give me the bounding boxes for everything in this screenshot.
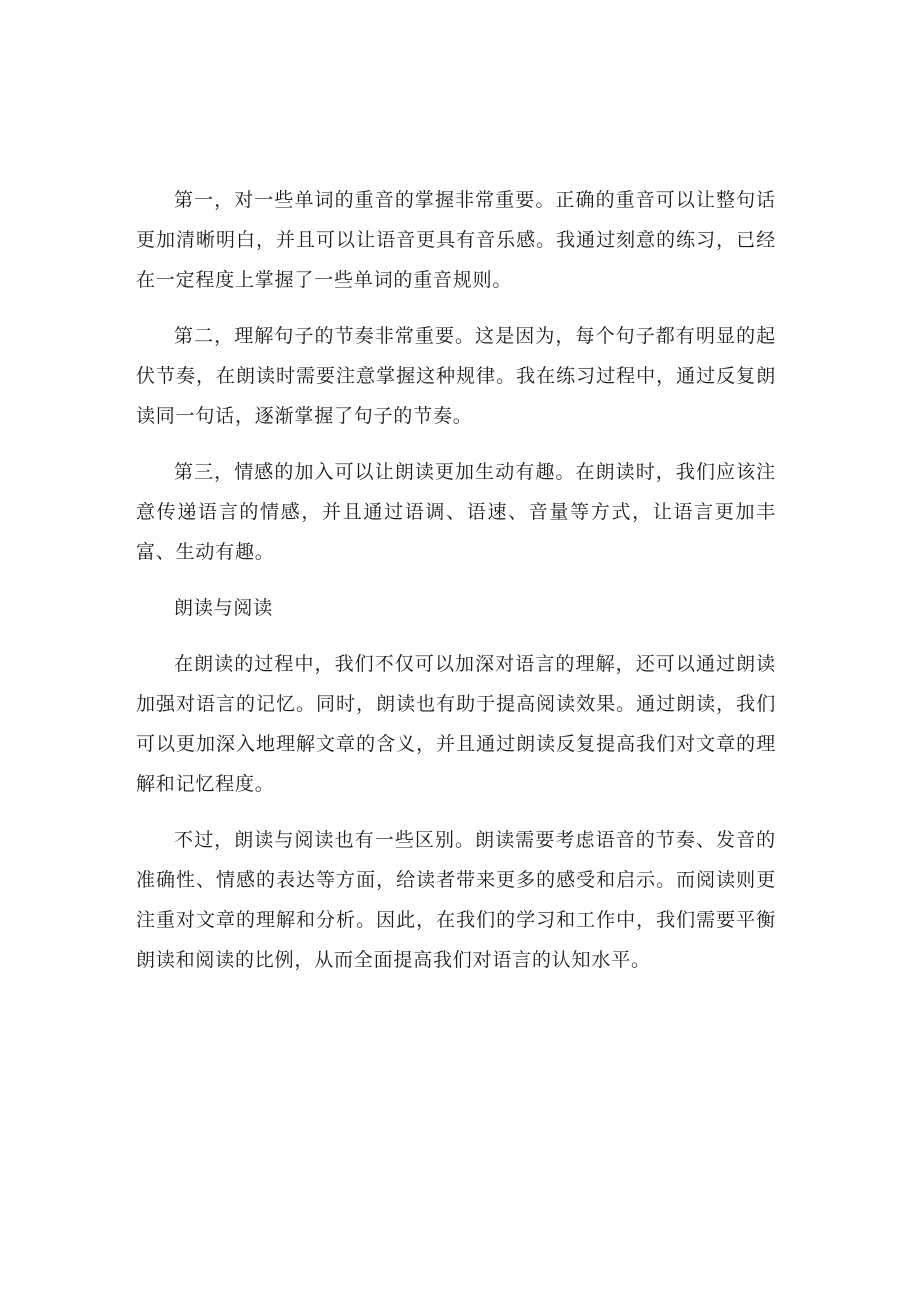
paragraph-stress: 第一，对一些单词的重音的掌握非常重要。正确的重音可以让整句话更加清晰明白，并且可以让语音更具有音乐感。我通过刻意的练习，已经在一定程度上掌握了一些单词的重音规则。 xyxy=(136,189,776,291)
paragraph-reading-difference: 不过，朗读与阅读也有一些区别。朗读需要考虑语音的节奏、发音的准确性、情感的表达等方面，给读者带来更多的感受和启示。而阅读则更注重对文章的理解和分析。因此，在我们的学习和工作中，我们需要平衡朗读和阅读的比例，从而全面提高我们对语言的认知水平。 xyxy=(136,829,776,971)
section-heading: 朗读与阅读 xyxy=(174,597,274,619)
paragraph-emotion: 第三，情感的加入可以让朗读更加生动有趣。在朗读时，我们应该注意传递语言的情感，并且通过语调、语速、音量等方式，让语言更加丰富、生动有趣。 xyxy=(136,461,776,563)
document-body xyxy=(136,180,776,996)
paragraph-rhythm: 第二，理解句子的节奏非常重要。这是因为，每个句子都有明显的起伏节奏，在朗读时需要注意掌握这种规律。我在练习过程中，通过反复朗读同一句话，逐渐掌握了句子的节奏。 xyxy=(136,325,776,427)
paragraph-reading-memory: 在朗读的过程中，我们不仅可以加深对语言的理解，还可以通过朗读加强对语言的记忆。同时，朗读也有助于提高阅读效果。通过朗读，我们可以更加深入地理解文章的含义，并且通过朗读反复提高我们对文章的理解和记忆程度。 xyxy=(136,653,776,795)
